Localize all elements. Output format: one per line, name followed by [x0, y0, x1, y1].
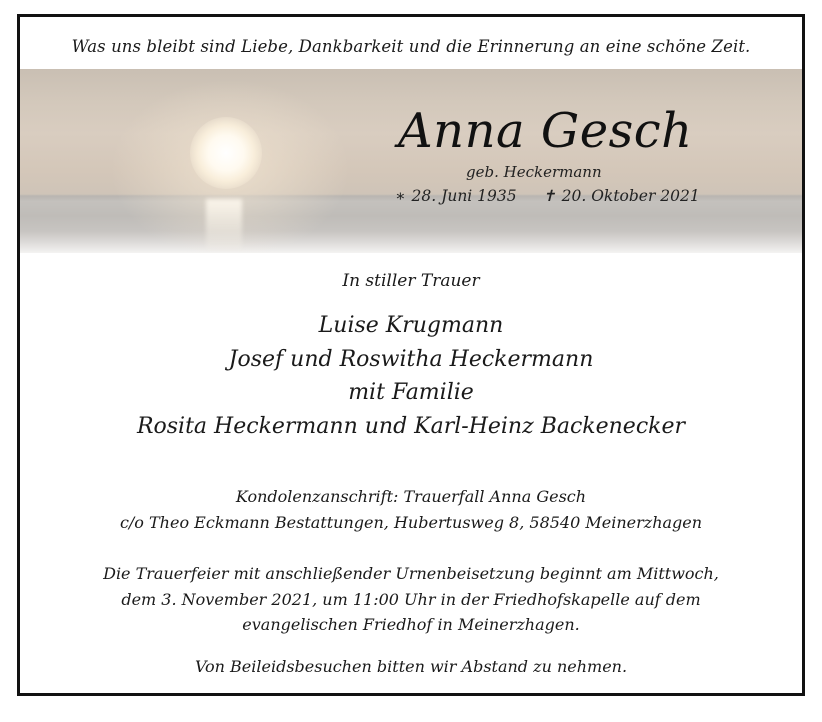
mourner-line: mit Familie	[348, 380, 474, 405]
mourner-line: Josef und Roswitha Heckermann	[228, 346, 594, 372]
sun-reflection	[206, 199, 242, 249]
ceremony-line: evangelischen Friedhof in Meinerzhagen.	[242, 615, 580, 634]
death-date: 20. Oktober 2021	[561, 187, 700, 205]
birth-star-icon: ∗	[395, 187, 406, 205]
sun-image	[190, 117, 262, 189]
mourner-line: Luise Krugmann	[318, 313, 504, 338]
mourning-intro: In stiller Trauer	[342, 271, 480, 291]
closing-note: Von Beileidsbesuchen bitten wir Abstand zu nehmen.	[194, 657, 628, 676]
deceased-name: Anna Gesch	[398, 103, 693, 159]
death-cross-icon: ✝	[542, 187, 556, 205]
ceremony-line: Die Trauerfeier mit anschließender Urnenbeisetzung beginnt am Mittwoch,	[103, 564, 719, 583]
condolence-line: Kondolenzanschrift: Trauerfall Anna Gesch	[235, 487, 587, 506]
life-dates	[395, 187, 706, 205]
mourners-list	[20, 309, 802, 443]
obituary-notice	[17, 14, 805, 696]
condolence-line: c/o Theo Eckmann Bestattungen, Hubertusweg 8, 58540 Meinerzhagen	[119, 512, 703, 532]
motto-quote: Was uns bleibt sind Liebe, Dankbarkeit und die Erinnerung an eine schöne Zeit.	[71, 37, 751, 56]
maiden-name: geb. Heckermann	[466, 163, 602, 181]
condolence-address	[20, 484, 802, 535]
ceremony-line: dem 3. November 2021, um 11:00 Uhr in der Friedhofskapelle auf dem	[121, 589, 701, 609]
sunset-banner	[20, 69, 802, 253]
birth-date: 28. Juni 1935	[411, 187, 517, 205]
ceremony-info	[20, 561, 802, 638]
mourner-line: Rosita Heckermann und Karl-Heinz Backenecker	[136, 413, 686, 439]
